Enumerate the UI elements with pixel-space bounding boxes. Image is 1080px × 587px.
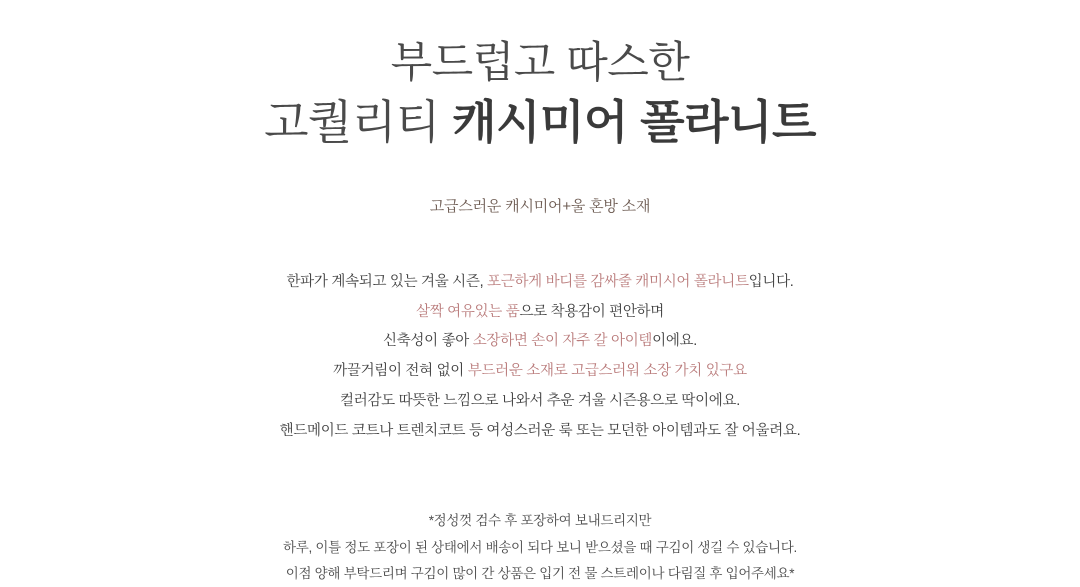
description-block: [0, 268, 1080, 446]
description-line-6: 핸드메이드 코트나 트렌치코트 등 여성스러운 룩 또는 모던한 아이템과도 잘 어울려요.: [279, 422, 801, 439]
description-line-1-text-a: 한파가 계속되고 있는 겨울 시즌,: [286, 274, 488, 290]
headline: [0, 0, 1080, 149]
description-line-3-text-b: 이에요.: [652, 333, 697, 350]
description-line-4-highlight: 부드러운 소재로 고급스러워 소장 가치 있구요: [467, 363, 747, 380]
description-line-2-text-b: 으로 착용감이 편안하며: [519, 303, 664, 320]
subtitle: 고급스러운 캐시미어+울 혼방 소재: [429, 198, 651, 215]
headline-line-1: 부드럽고 따스한: [390, 39, 690, 87]
notice-line-1: *정성껏 검수 후 포장하여 보내드리지만: [428, 513, 652, 529]
description-line-3-text-a: 신축성이 좋아: [383, 333, 473, 350]
description-line-4-text-a: 까끌거림이 전혀 없이: [333, 363, 468, 380]
description-line-4: [0, 357, 1080, 387]
notice-line-3: 이점 양해 부탁드리며 구김이 많이 간 상품은 입기 전 물 스트레이나 다림질 후 입어주세요*: [285, 565, 795, 581]
headline-line-2-thin: 고퀄리티: [264, 95, 453, 148]
description-line-1-text-b: 입니다.: [748, 274, 794, 290]
headline-line-2-bold: 캐시미어 폴라니트: [452, 95, 816, 148]
description-line-3: [0, 327, 1080, 357]
description-line-3-highlight: 소장하면 손이 자주 갈 아이템: [472, 333, 653, 350]
notice-line-2: 하루, 이틀 정도 포장이 된 상태에서 배송이 되다 보니 받으셨을 때 구김이 생길 수 있습니다.: [283, 539, 797, 555]
description-line-2-highlight: 살짝 여유있는 품: [416, 303, 520, 320]
description-line-1-highlight: 포근하게 바디를 감싸줄 캐미시어 폴라니트: [487, 274, 749, 290]
description-line-2: [0, 298, 1080, 328]
description-line-5: 컬러감도 따뜻한 느낌으로 나와서 추운 겨울 시즌용으로 딱이에요.: [340, 392, 740, 409]
description-line-1: [0, 268, 1080, 298]
headline-line-2: [0, 95, 1080, 149]
